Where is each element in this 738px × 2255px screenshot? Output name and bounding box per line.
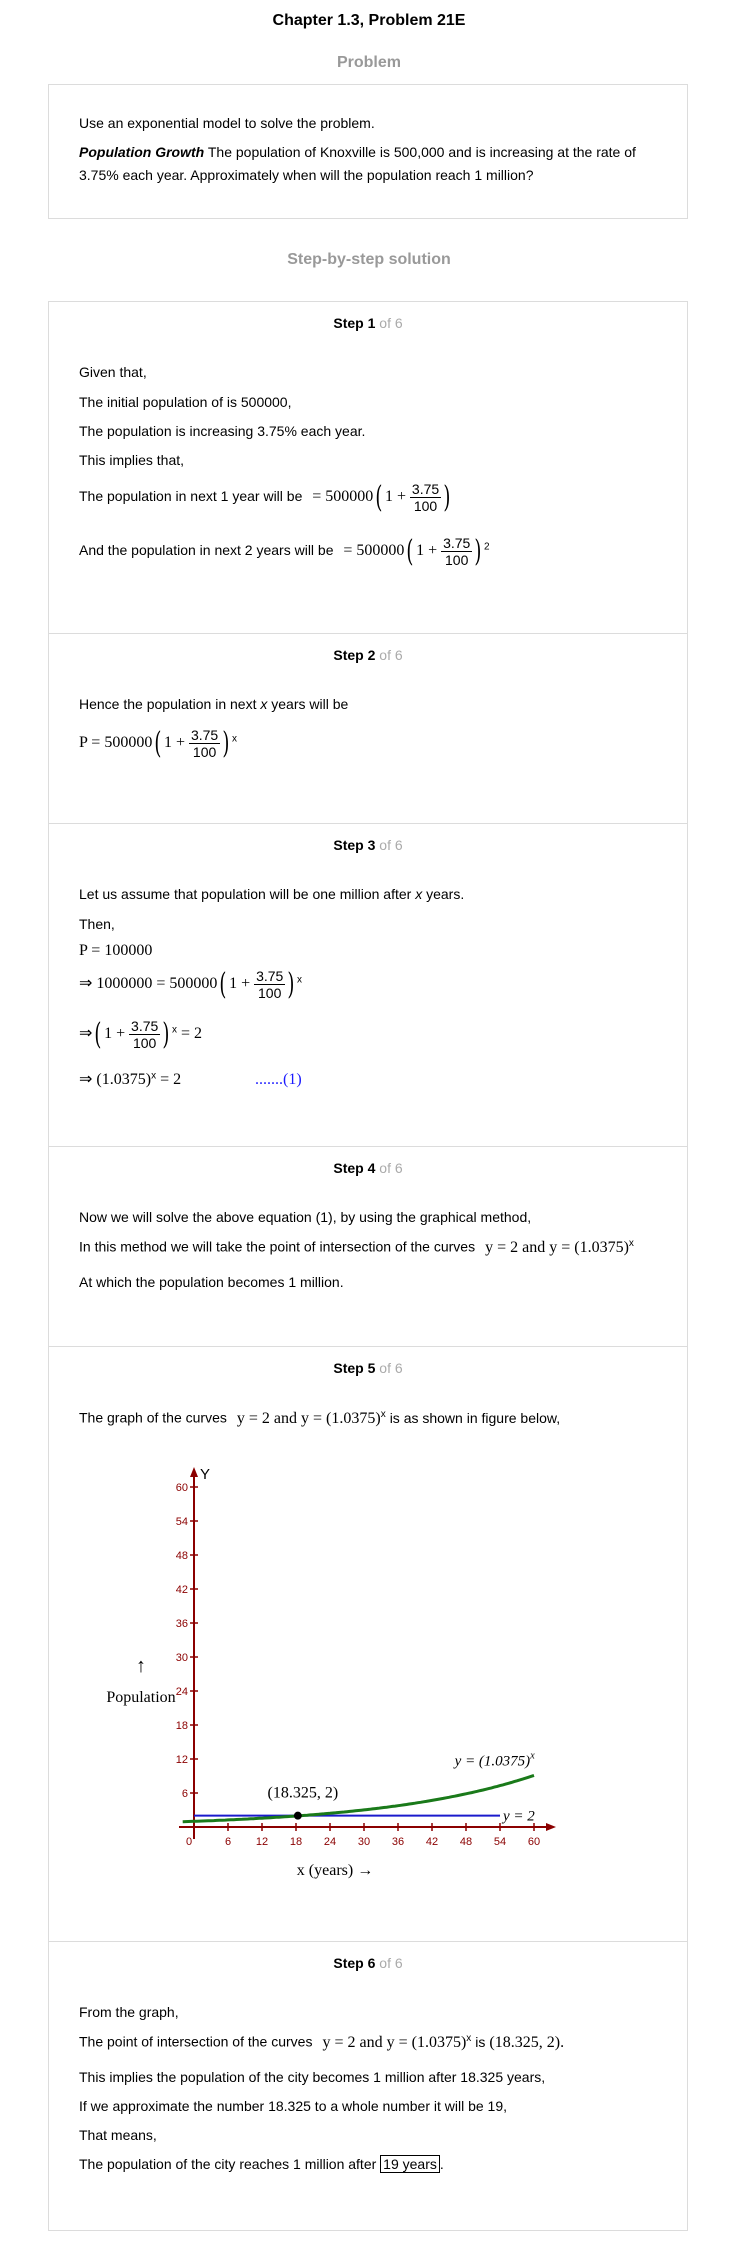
step2-eq: P = 500000( 1 + $\frac{3.75}{100}$ ) $^x$	[79, 726, 237, 761]
x-tick-label: 54	[493, 1836, 507, 1848]
problem-intro: Use an exponential model to solve the problem.	[79, 115, 375, 131]
step-1-title: Step 1 of 6	[333, 315, 403, 331]
y-tick-label: 30	[175, 1652, 188, 1664]
x-axis-arrow	[546, 1823, 556, 1831]
step1-line: The population is increasing 3.75% each year.	[79, 423, 366, 439]
math-eq: = 500000	[343, 542, 405, 560]
step3-eq1: ⇒ 1000000 = 500000( 1 + $\frac{3.75}{100}$ ) $^x$	[79, 967, 303, 1002]
step1-line: This implies that,	[79, 452, 185, 468]
problem-text-line1	[79, 144, 636, 160]
step-5	[48, 1346, 688, 1941]
series-label-y2: y = 2	[503, 1808, 535, 1825]
problem-bold-lead: Population Growth	[79, 144, 205, 160]
step3-eq3: ⇒ $(1.0375)^x = 2$ .......(1)	[79, 1070, 302, 1088]
math-fraction: $\frac{3.75}{100}$	[190, 727, 219, 760]
y-axis-name: Y	[200, 1466, 211, 1483]
math-fraction: $\frac{3.75}{100}$	[131, 1018, 159, 1051]
x-axis-label: x (years) →	[296, 1862, 374, 1879]
x-tick-label: 42	[425, 1836, 439, 1848]
step3-eq2: ⇒( 1 + $\frac{3.75}{100}$ ) $^x$ = 2	[79, 1017, 203, 1052]
step-2	[48, 633, 688, 823]
step-6	[48, 1941, 688, 2231]
step6-line: This implies the population of the city becomes 1 million after 18.325 years,	[79, 2069, 546, 2085]
step4-line: Now we will solve the above equation (1), by using the graphical method,	[79, 1209, 532, 1225]
math-fraction: $\frac{3.75}{100}$	[256, 968, 284, 1001]
step6-final: The population of the city reaches 1 million after 19 years .	[79, 2156, 444, 2172]
math-fraction: $\frac{3.75}{100}$	[443, 535, 471, 568]
page-title: Chapter 1.3, Problem 21E	[272, 12, 466, 29]
y-label-arrow: ↑	[136, 1655, 146, 1677]
y-axis-arrow	[190, 1467, 198, 1477]
x-tick-label: 24	[323, 1836, 337, 1848]
step1-line: Given that,	[79, 364, 147, 380]
y-tick-label: 48	[175, 1550, 188, 1562]
x-tick-label: 0	[185, 1836, 193, 1848]
step6-line: That means,	[79, 2127, 157, 2143]
math-exponent: 2	[484, 541, 490, 553]
step-6-title: Step 6 of 6	[333, 1955, 403, 1971]
x-tick-label: 6	[224, 1836, 232, 1848]
step-1	[48, 301, 688, 633]
problem-text: The population of Knoxville is 500,000 and is increasing at the rate of	[204, 144, 636, 160]
step5-line: The graph of the curves y = 2 and $y = (1.0375)^x$ is as shown in figure below,	[79, 1409, 561, 1427]
exponential-chart	[49, 1452, 687, 1922]
answer-box: 19 years	[380, 2155, 440, 2173]
solution-heading: Step-by-step solution	[287, 251, 451, 268]
math-eq: P = 500000	[79, 734, 153, 752]
step6-line: The point of intersection of the curves y = 2 and $y = (1.0375)^x$ is (18.325, 2).	[79, 2033, 565, 2051]
math-one-plus: 1 +	[385, 488, 407, 506]
step4-line: In this method we will take the point of intersection of the curves y = 2 and $y = (1.0375)^x$	[79, 1238, 634, 1256]
x-tick-label: 48	[459, 1836, 473, 1848]
intersection-point	[294, 1812, 302, 1820]
y-tick-label: 36	[175, 1618, 188, 1630]
x-tick-label: 30	[357, 1836, 371, 1848]
y-tick-label: 60	[175, 1482, 188, 1494]
step1-line: The initial population of is 500000,	[79, 394, 292, 410]
step3-line: Then,	[79, 916, 115, 932]
step-4-title: Step 4 of 6	[333, 1160, 403, 1176]
intersection-label: (18.325, 2)	[267, 1784, 339, 1802]
series-label-exponential: $y = (1.0375)^x$	[454, 1750, 535, 1770]
step2-line: Hence the population in next x years will be	[79, 696, 349, 712]
y-tick-label: 18	[175, 1720, 188, 1732]
step1-line: The population in next 1 year will be	[79, 488, 303, 505]
step-3-title: Step 3 of 6	[333, 837, 403, 853]
step-5-title: Step 5 of 6	[333, 1360, 403, 1376]
step6-line: From the graph,	[79, 2004, 179, 2020]
step1-eq-row: The population in next 1 year will be = 500000( 1 + $\frac{3.75}{100}$ )	[79, 480, 451, 515]
y-tick-label: 6	[181, 1788, 188, 1800]
step6-line: If we approximate the number 18.325 to a whole number it will be 19,	[79, 2098, 508, 2114]
y-tick-label: 54	[175, 1516, 188, 1528]
x-tick-label: 18	[289, 1836, 303, 1848]
math-one-plus: 1 +	[416, 542, 438, 560]
step3-line: Let us assume that population will be one million after x years.	[79, 886, 465, 902]
y-axis-label: Population	[106, 1689, 176, 1706]
step-2-title: Step 2 of 6	[333, 647, 403, 663]
step1-line: And the population in next 2 years will be	[79, 542, 334, 559]
y-tick-label: 42	[175, 1584, 188, 1596]
math-fraction: $\frac{3.75}{100}$	[411, 481, 440, 514]
problem-text-line2: 3.75% each year. Approximately when will the population reach 1 million?	[79, 167, 534, 183]
x-tick-label: 12	[255, 1836, 269, 1848]
problem-heading: Problem	[336, 54, 401, 71]
math-P: P = 100000	[79, 942, 153, 959]
step1-eq-row2: And the population in next 2 years will be = 500000( 1 + $\frac{3.75}{100}$ ) $^2$	[79, 534, 490, 569]
x-tick-label: 36	[391, 1836, 405, 1848]
problem-box	[48, 84, 688, 219]
step-4	[48, 1146, 688, 1346]
y-tick-label: 12	[175, 1754, 188, 1766]
y-tick-label: 24	[175, 1686, 188, 1698]
math-eq: = 500000	[312, 488, 374, 506]
x-tick-label: 60	[527, 1836, 541, 1848]
step4-line: At which the population becomes 1 million.	[79, 1274, 344, 1290]
step-3	[48, 823, 688, 1146]
equation-ref-1: .......(1)	[254, 1071, 302, 1088]
